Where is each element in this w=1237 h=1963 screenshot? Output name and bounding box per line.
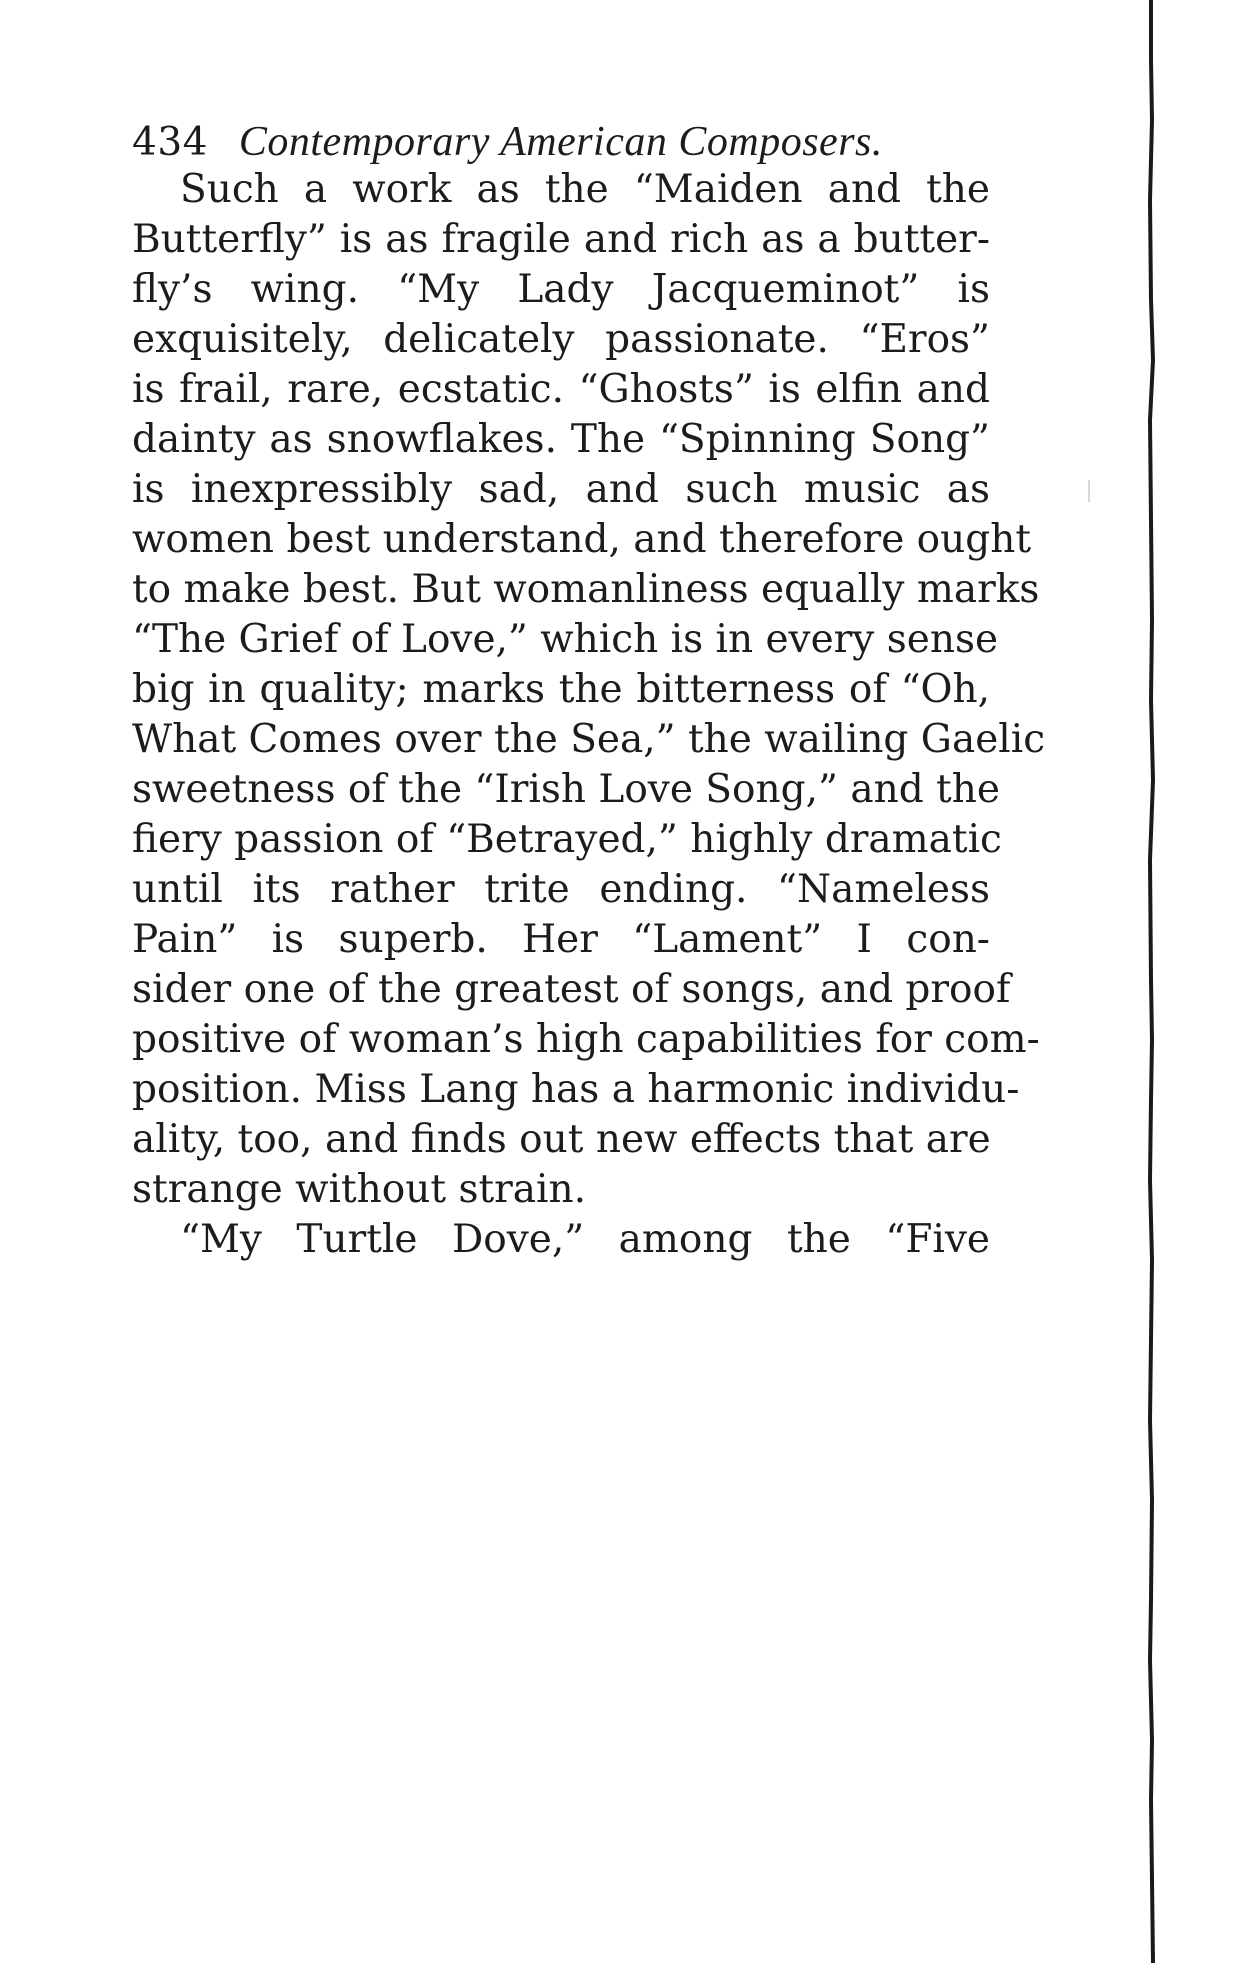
text-line: fiery passion of “Betrayed,” highly dramatic xyxy=(132,817,1002,862)
text-line: Butterfly” is as fragile and rich as a butter- xyxy=(132,217,990,262)
text-line: sider one of the greatest of songs, and proof xyxy=(132,967,1011,1012)
text-line: “My Turtle Dove,” among the “Five xyxy=(180,1217,990,1262)
text-line: strange without strain. xyxy=(132,1167,587,1212)
running-header xyxy=(132,118,883,166)
text-line: What Comes over the Sea,” the wailing Gaelic xyxy=(132,717,1046,762)
page-number: 434 xyxy=(132,120,208,165)
text-line: is frail, rare, ecstatic. “Ghosts” is elfin and xyxy=(132,367,990,412)
running-title: Contemporary American Composers. xyxy=(238,119,883,165)
text-line: to make best. But womanliness equally marks xyxy=(132,567,1040,612)
scan-artifact xyxy=(1088,480,1090,502)
text-line: exquisitely, delicately passionate. “Eros” xyxy=(132,317,990,362)
text-line: position. Miss Lang has a harmonic individu- xyxy=(132,1067,1020,1112)
text-line: fly’s wing. “My Lady Jacqueminot” is xyxy=(132,267,990,312)
text-line: “The Grief of Love,” which is in every sense xyxy=(132,617,999,662)
text-line: positive of woman’s high capabilities for com- xyxy=(132,1017,1040,1062)
text-line: is inexpressibly sad, and such music as xyxy=(132,467,990,512)
text-line: Such a work as the “Maiden and the xyxy=(180,167,990,212)
text-line: big in quality; marks the bitterness of “Oh, xyxy=(132,667,990,712)
text-line: until its rather trite ending. “Nameless xyxy=(132,867,990,912)
text-line: ality, too, and finds out new effects that are xyxy=(132,1117,991,1162)
text-line: women best understand, and therefore ought xyxy=(132,517,1032,562)
text-line: Pain” is superb. Her “Lament” I con- xyxy=(132,917,990,962)
text-line: dainty as snowflakes. The “Spinning Song” xyxy=(132,417,990,462)
text-line: sweetness of the “Irish Love Song,” and the xyxy=(132,767,1000,812)
page-edge-shadow xyxy=(1146,0,1156,1963)
